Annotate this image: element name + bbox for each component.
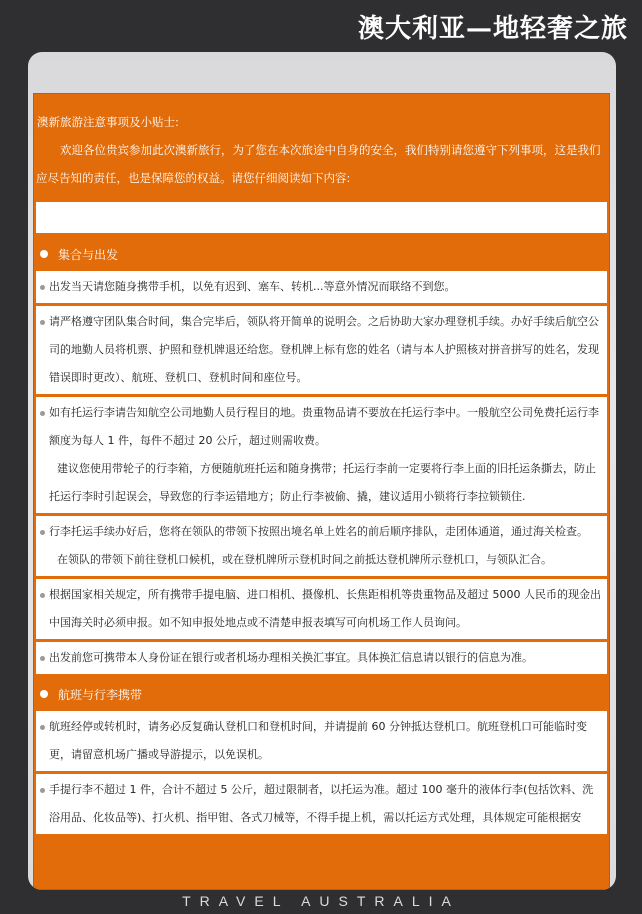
blank-band [36, 202, 607, 233]
notice-item [36, 397, 607, 513]
notice-item [36, 774, 607, 834]
notice-item [36, 271, 607, 303]
notice-item [36, 711, 607, 771]
notice-document [33, 93, 610, 890]
notice-text: 请严格遵守团队集合时间，集合完毕后，领队将开简单的说明会。之后协助大家办理登机手续。办好手续后航空公司的地勤人员将机票、护照和登机牌退还给您。登机牌上标有您的姓名（请与本人护照核对拼音拼写的姓名，发现错误即时更改）、航班、登机口、登机时间和座位号。 [49, 315, 599, 384]
bullet-icon [40, 250, 48, 258]
notice-text: 航班经停或转机时，请务必反复确认登机口和登机时间，并请提前 60 分钟抵达登机口。航班登机口可能临时变更，请留意机场广播或导游提示，以免误机。 [49, 720, 587, 761]
dot-icon [40, 530, 45, 535]
intro-paragraph: 欢迎各位贵宾参加此次澳新旅行，为了您在本次旅途中自身的安全，我们特别请您遵守下列事项，这是我们应尽告知的责任，也是保障您的权益。请您仔细阅读如下内容: [36, 143, 601, 185]
card-top-band [28, 52, 616, 93]
notice-item [36, 516, 607, 576]
notice-text: 手提行李不超过 1 件，合计不超过 5 公斤，超过限制者，以托运为准。超过 100 毫升的液体行李(包括饮料、洗浴用品、化妆品等)、打火机、指甲钳、各式刀械等，不得手提上机，需以托运方式处理，具体规定可能根据安 [49, 783, 594, 824]
notice-text: 建议您使用带轮子的行李箱，方便随航班托运和随身携带；托运行李前一定要将行李上面的旧托运条撕去，防止托运行李时引起误会，导致您的行李运错地方；防止行李被偷、撬，建议适用小锁将行李拉锁锁住. [49, 462, 596, 503]
section-title: 航班与行李携带 [58, 687, 143, 702]
footer-tagline: TRAVEL AUSTRALIA [182, 893, 460, 909]
notice-text: 在领队的带领下前往登机口候机，或在登机牌所示登机时间之前抵达登机牌所示登机口，与领队汇合。 [57, 553, 552, 566]
content-card [28, 52, 616, 890]
page-title: 澳大利亚—地轻奢之旅 [357, 14, 628, 44]
dot-icon [40, 593, 45, 598]
notice-text: 出发当天请您随身携带手机，以免有迟到、塞车、转机...等意外情况而联络不到您。 [49, 280, 456, 293]
bullet-icon [40, 690, 48, 698]
notice-text: 行李托运手续办好后，您将在领队的带领下按照出境名单上姓名的前后顺序排队，走团体通道，通过海关检查。 [49, 525, 588, 538]
dot-icon [40, 725, 45, 730]
notice-text: 根据国家相关规定，所有携带手提电脑、进口相机、摄像机、长焦距相机等贵重物品及超过 5000 人民币的现金出中国海关时必须申报。如不知申报处地点或不清楚申报表填写可向机场工作人员询问。 [49, 588, 601, 629]
sections-container [34, 237, 609, 834]
notice-item [36, 642, 607, 674]
dot-icon [40, 285, 45, 290]
section-title: 集合与出发 [58, 247, 119, 262]
dot-icon [40, 320, 45, 325]
dot-icon [40, 411, 45, 416]
dot-icon [40, 788, 45, 793]
notice-item [36, 579, 607, 639]
notice-text: 出发前您可携带本人身份证在银行或者机场办理相关换汇事宜。具体换汇信息请以银行的信息为准。 [49, 651, 533, 664]
section-header [34, 237, 609, 271]
intro-block [34, 94, 609, 198]
notice-text: 如有托运行李请告知航空公司地勤人员行程目的地。贵重物品请不要放在托运行李中。一般航空公司免费托运行李额度为每人 1 件，每件不超过 20 公斤，超过则需收费。 [49, 406, 599, 447]
notice-item [36, 306, 607, 394]
dot-icon [40, 656, 45, 661]
intro-heading: 澳新旅游注意事项及小贴士: [37, 115, 179, 129]
section-header [34, 677, 609, 711]
